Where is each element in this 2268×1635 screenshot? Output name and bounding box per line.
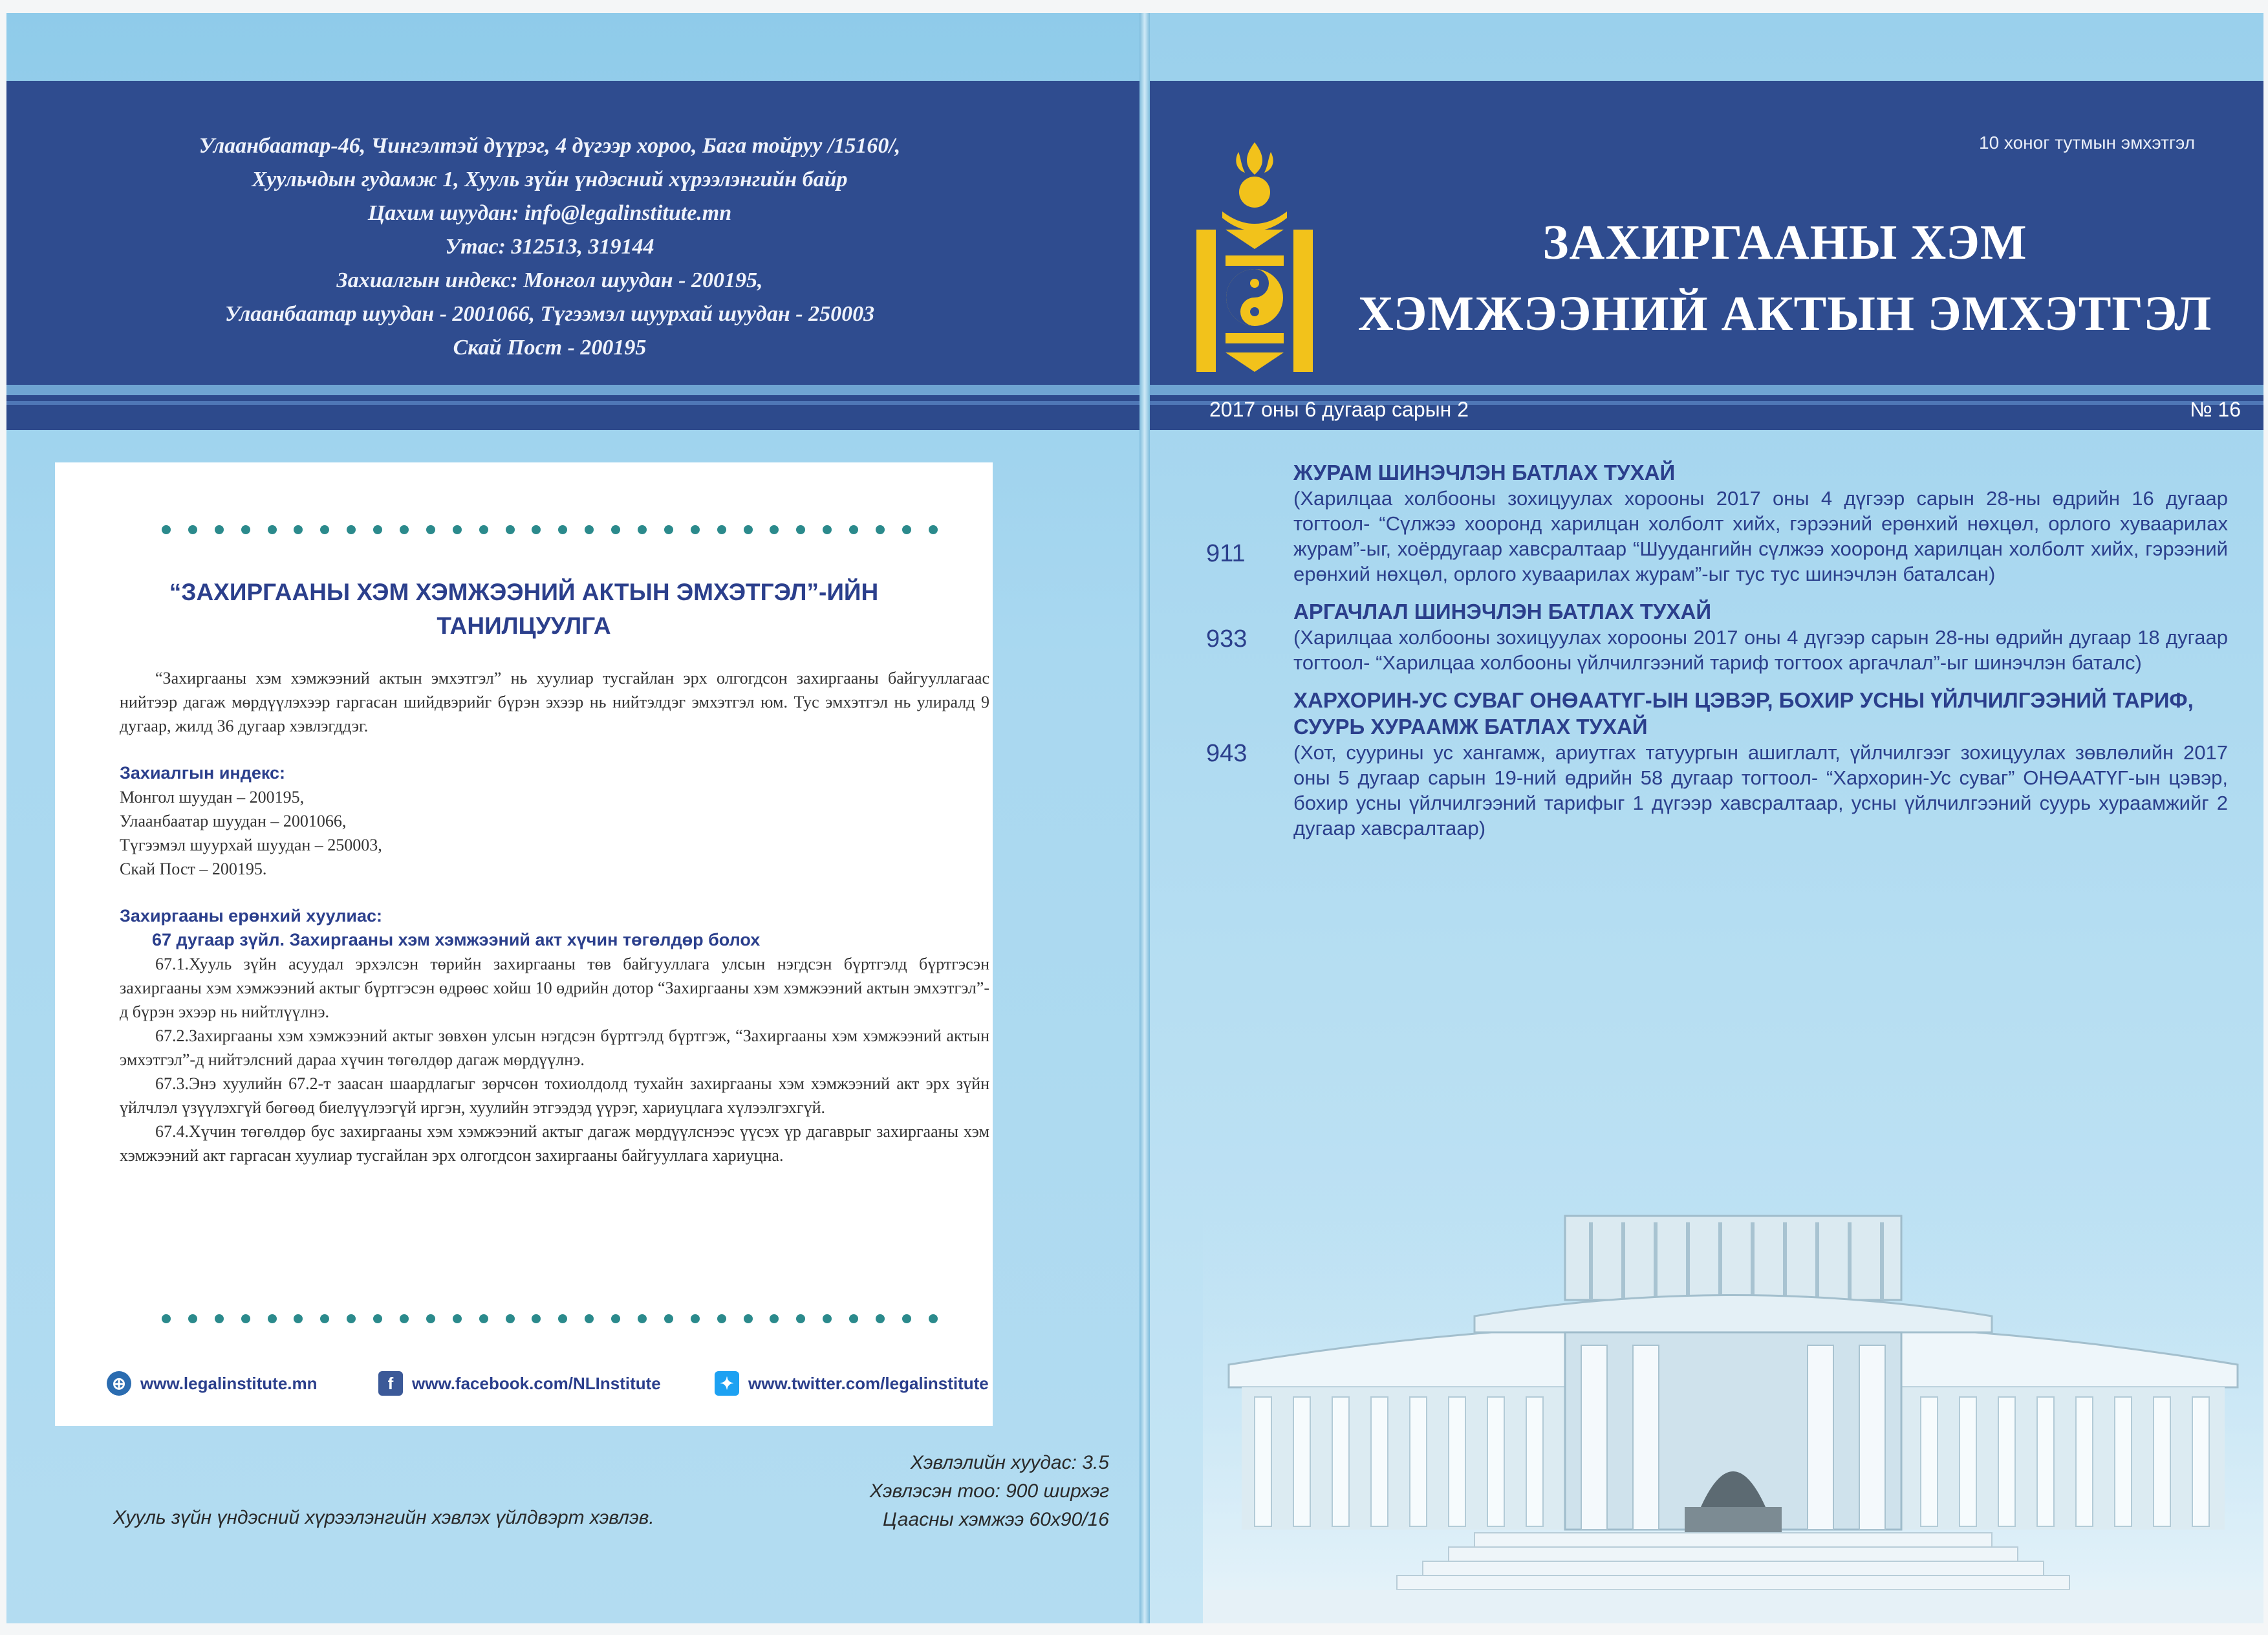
dotted-divider-top — [162, 525, 938, 538]
website-link[interactable] — [107, 1371, 318, 1396]
address-line: Цахим шуудан: info@legalinstitute.mn — [367, 201, 732, 225]
toc-description: (Хот, суурины ус хангамж, ариутгах татуургын ашиглалт, үйлчилгээг зохицуулах зөвлөлийн 2017 оны 5 дугаар сарын 19-ний өдрийн 58 дугаар тогтоол- “Хархорин-Ус суваг” ОНӨААТҮГ-ын цэвэр, бохир усны үйлчилгээний тарифыг 1 дүгээр хавсралтаар, усны үйлчилгээний суурь хураамжийг 2 дугаар хавсралтаар) — [1293, 741, 2228, 839]
issue-number: № 16 — [2190, 398, 2241, 421]
magazine-spread — [6, 13, 2263, 1623]
address-line: Улаанбаатар-46, Чингэлтэй дүүрэг, 4 дүгээр хороо, Бага тойруу /15160/, — [199, 134, 901, 158]
government-palace-image — [1203, 1203, 2263, 1623]
toc-description: (Харилцаа холбооны зохицуулах хорооны 2017 оны 4 дүгээр сарын 28-ны өдрийн дугаар 18 дугаар тогтоол- “Харилцаа холбооны үйлчилгээний тариф тогтоох аргачлал”-ыг шинэчлэн баталс) — [1293, 626, 2228, 674]
facebook-link[interactable] — [378, 1371, 661, 1396]
print-info-line: Хэвлэлийн хуудас: 3.5 — [910, 1452, 1109, 1473]
toc-page-number: 933 — [1206, 625, 1247, 653]
print-info — [870, 1449, 1109, 1534]
spine-fold — [1139, 13, 1150, 1623]
toc-description: (Харилцаа холбооны зохицуулах хорооны 2017 оны 4 дүгээр сарын 28-ны өдрийн 16 дугаар тогтоол- “Сүлжээ хооронд харилцан холболт хийх, гэрээний ерөнхий нөхцөл, орлого хуваарилах журам”-ыг, хоёрдугаар хавсралтаар “Шуудангийн сүлжээ хооронд харилцан холболт хийх, гэрээний ерөнхий нөхцөл, орлого хуваарилах журам”-ыг тус тус шинэчлэн баталсан) — [1293, 487, 2228, 585]
address-line: Захиалгын индекс: Монгол шуудан - 200195, — [336, 268, 763, 292]
website-label: www.legalinstitute.mn — [140, 1373, 318, 1393]
law-heading: Захиргааны ерөнхий хуулиас: — [120, 906, 383, 926]
issue-date: 2017 оны 6 дугаар сарын 2 — [1209, 398, 1469, 421]
address-line: Хуульчдын гудамж 1, Хууль зүйн үндэсний хүрээлэнгийн байр — [252, 168, 848, 191]
toc-page-number: 911 — [1206, 540, 1246, 567]
print-info-line: Хэвлэсэн тоо: 900 ширхэг — [869, 1480, 1109, 1502]
band-divider-thin — [6, 401, 2263, 405]
address-line: Скай Пост - 200195 — [453, 336, 647, 360]
introduction-title — [123, 576, 925, 643]
facebook-label: www.facebook.com/NLInstitute — [412, 1373, 661, 1393]
print-info-line: Цаасны хэмжээ 60х90/16 — [883, 1509, 1109, 1530]
article-heading: 67 дугаар зүйл. Захиргааны хэм хэмжээний акт хүчин төгөлдөр болох — [152, 930, 761, 949]
band-divider — [6, 385, 2263, 395]
toc-entry[interactable] — [1193, 459, 2228, 587]
subscription-line: Түгээмэл шуурхай шуудан – 250003, — [120, 836, 382, 854]
toc-heading: ХАРХОРИН-УС СУВАГ ОНӨААТҮГ-ЫН ЦЭВЭР, БОХИР УСНЫ ҮЙЛЧИЛГЭЭНИЙ ТАРИФ, СУУРЬ ХУРААМЖ БАТЛАХ ТУХАЙ — [1293, 688, 2194, 739]
article-paragraph: 67.4.Хүчин төгөлдөр бус захиргааны хэм хэмжээний актыг дагаж мөрдүүлснээс үүсэх үр дагаврыг захиргааны хэм хэмжээний акт гаргасан хуулиар тусгайлан эрх олгогдсон захиргааны байгууллага хариуцна. — [120, 1122, 989, 1165]
toc-entry[interactable] — [1193, 598, 2228, 675]
printer-note: Хууль зүйн үндэсний хүрээлэнгийн хэвлэх үйлдвэрт хэвлэв. — [113, 1507, 654, 1528]
table-of-contents — [1193, 459, 2228, 852]
frequency-label: 10 хоног тутмын эмхэтгэл — [1979, 133, 2196, 153]
introduction-text — [120, 666, 989, 1167]
address-line: Улаанбаатар шуудан - 2001066, Түгээмэл шуурхай шуудан - 250003 — [224, 302, 875, 326]
title-line: ЗАХИРГААНЫ ХЭМ — [1542, 215, 2027, 270]
intro-title-line: “ЗАХИРГААНЫ ХЭМ ХЭМЖЭЭНИЙ АКТЫН ЭМХЭТГЭЛ”-ИЙН — [169, 579, 879, 605]
twitter-link[interactable] — [715, 1371, 989, 1396]
subscription-line: Монгол шуудан – 200195, — [120, 788, 305, 807]
address-line: Утас: 312513, 319144 — [445, 235, 654, 259]
toc-page-number: 943 — [1206, 740, 1247, 767]
subscription-line: Скай Пост – 200195. — [120, 860, 267, 878]
article-paragraph: 67.1.Хууль зүйн асуудал эрхэлсэн төрийн захиргааны төв байгууллага улсын нэгдсэн бүртгэлд бүртгэсэн захиргааны хэм хэмжээний актыг бүртгэсэн өдрөөс хойш 10 өдрийн дотор “Захиргааны хэм хэмжээний актын эмхэтгэл”-д бүрэн эхээр нь нийтлүүлнэ. — [120, 955, 989, 1021]
facebook-icon: f — [378, 1371, 403, 1396]
toc-heading: АРГАЧЛАЛ ШИНЭЧЛЭН БАТЛАХ ТУХАЙ — [1293, 600, 1712, 623]
social-links — [107, 1371, 1012, 1403]
subscription-line: Улаанбаатар шуудан – 2001066, — [120, 812, 347, 830]
toc-heading: ЖУРАМ ШИНЭЧЛЭН БАТЛАХ ТУХАЙ — [1293, 460, 1676, 484]
article-paragraph: 67.3.Энэ хуулийн 67.2-т заасан шаардлагыг зөрчсөн тохиолдолд тухайн захиргааны хэм хэмжээний акт эрх зүйн үйлчлэл үзүүлэхгүй бөгөөд биелүүлээгүй иргэн, хуулийн этгээдэд үүрэг, хариуцлага хүлээлгэхгүй. — [120, 1074, 989, 1117]
publisher-address — [84, 129, 1015, 365]
intro-title-line: ТАНИЛЦУУЛГА — [437, 612, 611, 639]
intro-paragraph: “Захиргааны хэм хэмжээний актын эмхэтгэл” нь хуулиар тусгайлан эрх олгогдсон захиргааны байгууллагаас нийтээр дагаж мөрдүүлэхээр гаргасан шийдвэрийг бүрэн эхээр нь нийтэлдэг эмхэтгэл юм. Тус эмхэтгэл нь улиралд 9 дугаар, жилд 36 дугаар хэвлэгддэг. — [120, 669, 989, 735]
toc-entry[interactable] — [1193, 687, 2228, 841]
subscription-heading: Захиалгын индекс: — [120, 763, 286, 783]
journal-title — [1332, 207, 2238, 349]
twitter-icon: ✦ — [715, 1371, 739, 1396]
soyombo-emblem-icon — [1193, 139, 1316, 385]
dotted-divider-bottom — [162, 1314, 938, 1327]
article-paragraph: 67.2.Захиргааны хэм хэмжээний актыг зөвхөн улсын нэгдсэн бүртгэлд бүртгэж, “Захиргааны хэм хэмжээний актын эмхэтгэл”-д нийтэлсний дараа хүчин төгөлдөр дагаж мөрдүүлнэ. — [120, 1026, 989, 1069]
twitter-label: www.twitter.com/legalinstitute — [748, 1373, 989, 1393]
title-line: ХЭМЖЭЭНИЙ АКТЫН ЭМХЭТГЭЛ — [1357, 287, 2212, 341]
globe-icon: ⊕ — [107, 1371, 131, 1396]
